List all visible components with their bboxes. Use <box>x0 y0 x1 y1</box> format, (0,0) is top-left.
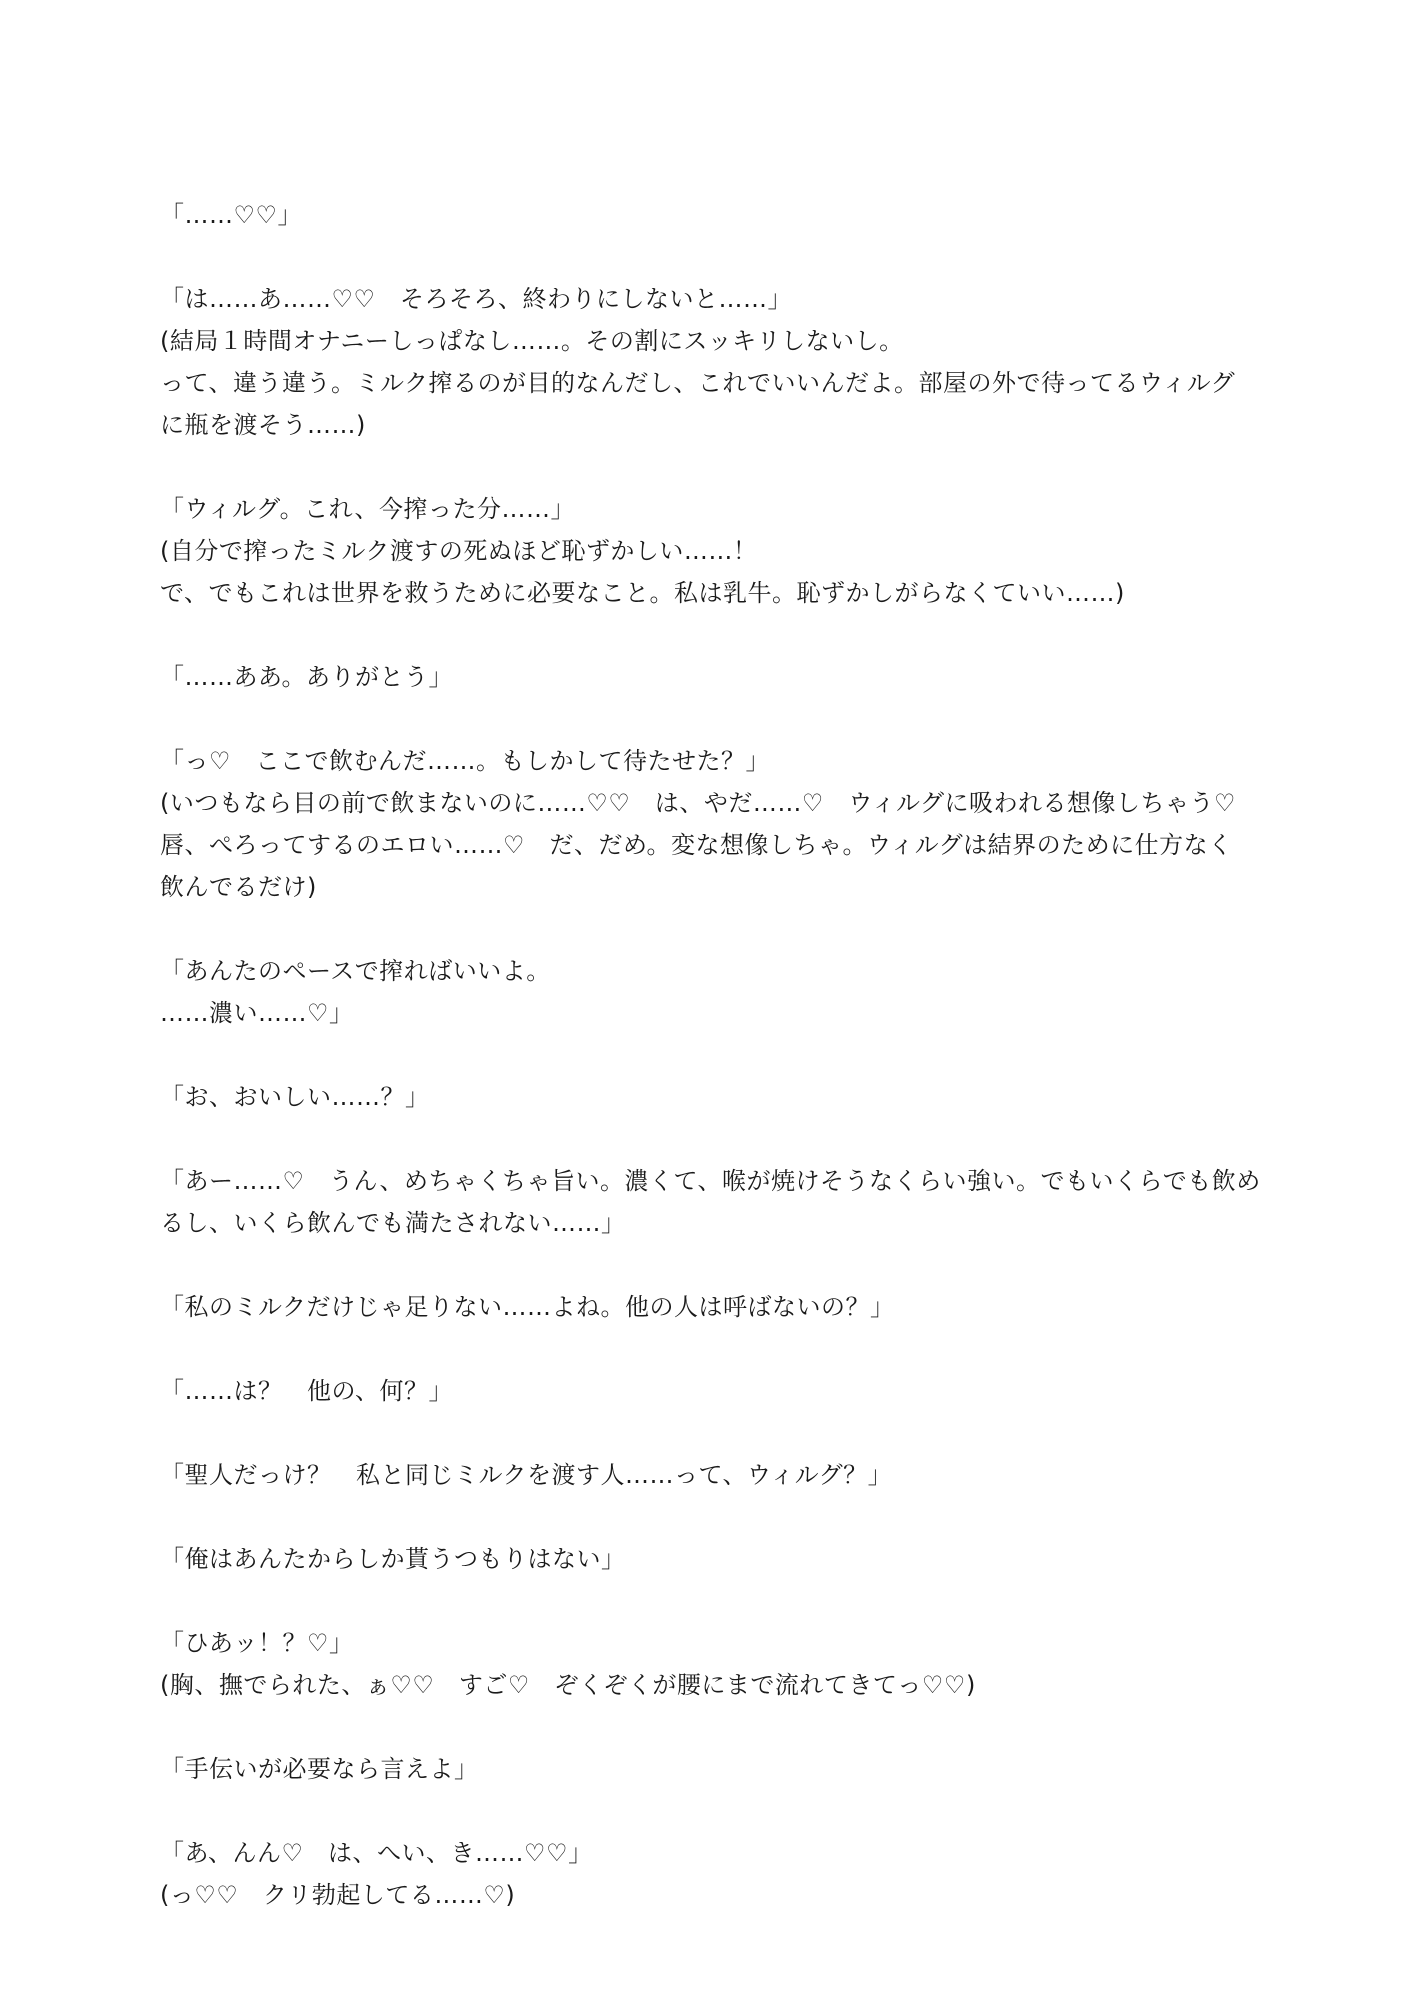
paragraph <box>160 1286 1270 1328</box>
paragraph <box>160 1622 1270 1706</box>
text-line: (胸、撫でられた、ぁ♡♡ すご♡ ぞくぞくが腰にまで流れてきてっ♡♡) <box>160 1671 976 1699</box>
text-line: (結局１時間オナニーしっぱなし……。その割にスッキリしないし。 <box>160 327 904 355</box>
text-line: 「お、おいしい……？」 <box>160 1083 430 1111</box>
text-line: るし、いくら飲んでも満たされない……」 <box>160 1209 626 1237</box>
paragraph <box>160 194 1270 236</box>
text-line: 「俺はあんたからしか貰うつもりはない」 <box>160 1545 626 1573</box>
text-line: 「私のミルクだけじゃ足りない……よね。他の人は呼ばないの？」 <box>160 1293 895 1321</box>
text-line: 「ひあッ！？♡」 <box>160 1629 354 1657</box>
text-line: って、違う違う。ミルク搾るのが目的なんだし、これでいいんだよ。部屋の外で待ってるウィルグ <box>160 369 1236 397</box>
paragraph <box>160 950 1270 1034</box>
paragraph <box>160 656 1270 698</box>
paragraph <box>160 1748 1270 1790</box>
text-line: で、でもこれは世界を救うために必要なこと。私は乳牛。恥ずかしがらなくていい……) <box>160 579 1125 607</box>
text-line: 「あんたのペースで搾ればいいよ。 <box>160 957 551 985</box>
text-line: 唇、ぺろってするのエロい……♡ だ、だめ。変な想像しちゃ。ウィルグは結界のために仕方なく <box>160 831 1233 859</box>
text-line: 「っ♡ ここで飲むんだ……。もしかして待たせた？」 <box>160 747 771 775</box>
text-line: に瓶を渡そう……) <box>160 411 366 439</box>
text-line: (自分で搾ったミルク渡すの死ぬほど恥ずかしい……！ <box>160 537 758 565</box>
paragraph <box>160 278 1270 446</box>
text-line: 「……♡♡」 <box>160 201 303 229</box>
paragraph <box>160 1370 1270 1412</box>
paragraph <box>160 740 1270 908</box>
paragraph <box>160 1832 1270 1916</box>
text-line: 「聖人だっけ？ 私と同じミルクを渡す人……って、ウィルグ？」 <box>160 1461 893 1489</box>
text-line: (いつもなら目の前で飲まないのに……♡♡ は、やだ……♡ ウィルグに吸われる想像しちゃう♡ <box>160 789 1237 817</box>
text-line: 飲んでるだけ) <box>160 873 317 901</box>
text-line: ……濃い……♡」 <box>160 999 354 1027</box>
paragraph <box>160 488 1270 614</box>
paragraph <box>160 1160 1270 1244</box>
text-line: 「……は？ 他の、何？」 <box>160 1377 454 1405</box>
text-line: 「あ、んん♡ は、へい、き……♡♡」 <box>160 1839 593 1867</box>
text-line: (っ♡♡ クリ勃起してる……♡) <box>160 1881 516 1909</box>
text-line: 「……ああ。ありがとう」 <box>160 663 454 691</box>
text-line: 「は……あ……♡♡ そろそろ、終わりにしないと……」 <box>160 285 793 313</box>
document-body <box>160 194 1270 1958</box>
paragraph <box>160 1538 1270 1580</box>
paragraph <box>160 1076 1270 1118</box>
paragraph <box>160 1454 1270 1496</box>
text-line: 「手伝いが必要なら言えよ」 <box>160 1755 479 1783</box>
text-line: 「ウィルグ。これ、今搾った分……」 <box>160 495 576 523</box>
text-line: 「あー……♡ うん、めちゃくちゃ旨い。濃くて、喉が焼けそうなくらい強い。でもいくらでも飲め <box>160 1167 1261 1195</box>
